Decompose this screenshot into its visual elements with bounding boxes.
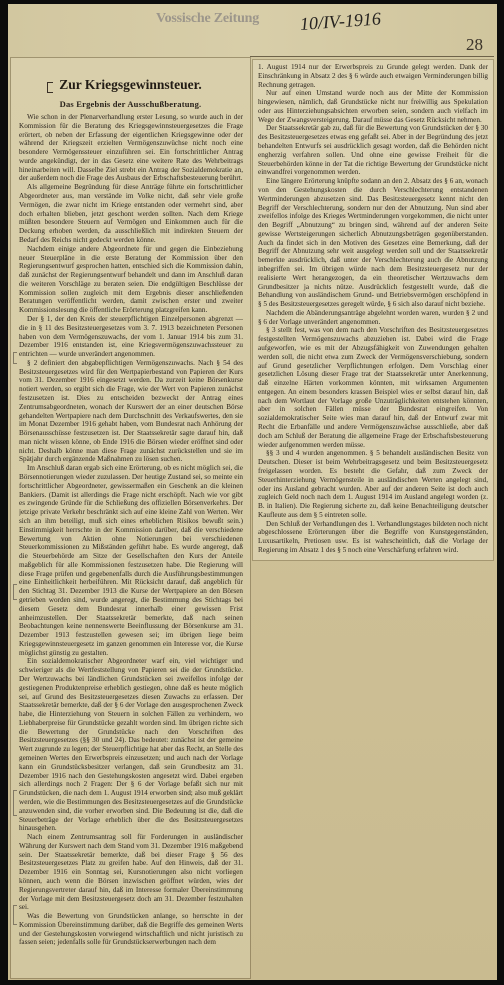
article-paragraph: 1. August 1914 nur der Erwerbspreis zu Grunde gelegt werden. Dank der Einschränkung in Absatz 2 des § 6 würde auch etwaigen Verminderungen billig Rechnung getragen. xyxy=(258,63,488,89)
article-paragraph: Was die Bewertung von Grundstücken anlange, so herrschte in der Kommission Übereinstimmung darüber, daß die Begriffe des gemeinen Werts und der Gestehungskosten vorwiegend wirtschaftlich und nicht juristisch zu fassen seien; jedenfalls solle für Grundstückserwerbungen nach dem xyxy=(19,912,243,947)
newspaper-masthead: Vossische Zeitung xyxy=(156,11,260,26)
pencil-margin-mark xyxy=(13,905,17,925)
article-paragraph: Nur auf einen Umstand wurde noch aus der Mitte der Kommission hingewiesen, nämlich, daß Grundstücke nicht nur freiwillig aus Spekulation oder aus Hinterziehungsabsichten erworben seien, sondern auch vielfach im Wege der Zwangsversteigerung. Darauf müsse das Gesetz Rücksicht nehmen. xyxy=(258,89,488,124)
article-paragraph: Nachdem einige andere Abgeordnete für und gegen die Einbeziehung neuer Steuerpläne in die erste Beratung der Kommission über den Regierungsentwurf gesprochen hatten, entschied sich die Kommission dahin, daß zunächst der Regierungsentwurf behandelt und dann im Anschluß daran die weiteren Vorschläge zu beraten seien. Die endgültigen Beschlüsse der Kommission sollen zugleich mit dem Ergebnis dieser anschließenden Beratungen veröffentlicht werden, damit zwischen erster und zweiter Kommissionslesung die öffentliche Erörterung platzgreifen kann. xyxy=(19,244,243,315)
article-paragraph: Der § 1, der den Kreis der steuerpflichtigen Einzelpersonen abgrenzt — die in § 11 des Besitzsteuergesetzes vom 3. 7. 1913 bezeichneten Personen haben von dem Vermögenszuwachs, der vom 1. Januar 1914 bis zum 31. Dezember 1916 entstanden ist, eine Kriegsvermögenszuwachssteuer zu entrichten — wurde unverändert angenommen. xyxy=(19,314,243,359)
handwritten-date: 10/IV-1916 xyxy=(299,8,382,34)
article-paragraph: § 2 definiert den abgabepflichtigen Vermögenszuwachs. Nach § 54 des Besitzsteuergesetzes wird für den Wertpapierbestand von Papieren der Kurs vom 31. Dezember 1916 eingesetzt werden. Da zurzeit keine Börsenkurse notiert werden, so ergibt sich die Frage, wie der Wert von Papieren zunächst festzusetzen ist. Dies zu entscheiden bezweckt der Antrag eines Zentrumsabgeordneten, wonach der Kurswert der an einer deutschen Börse gehandelten Wertpapiere nach dem Durchschnitt des Verkaufswertes, den sie im Monat Dezember 1916 gehabt haben, vom Bundesrat nach Anhörung der Börsenausschüsse festzusetzen ist. Der Staatssekretär sagte darauf hin, daß man nicht wissen könne, ob Ende 1916 die Börsen wieder eröffnet sind oder nicht. Deshalb könne man diese Frage zunächst zurückstellen und sie im Spätjahr durch ergänzende Maßnahmen zu lösen suchen. xyxy=(19,358,243,464)
header-rule xyxy=(250,56,494,57)
left-column-text xyxy=(19,113,243,973)
article-headline: Zur Kriegsgewinnsteuer. xyxy=(59,77,202,92)
article-paragraph: Den Schluß der Verhandlungen des 1. Verhandlungstages bildeten noch nicht abgeschlossene Erörterungen über die Begriffe von Kunstgegenständen, Luxusartikeln, Pretiosen usw. Es ist wahrscheinlich, daß die Vorlage der Regierung im Absatz 1 des § 5 noch eine Verschärfung erfahren wird. xyxy=(258,519,488,554)
clipping-header xyxy=(8,4,497,57)
article-paragraph: Der Staatssekretär gab zu, daß für die Bewertung von Grundstücken der § 30 des Besitzsteuergesetzes etwas eng gefaßt sei. Aber in der Begründung des jetzt behandelten Entwurfs sei ausdrücklich gesagt worden, daß die Behörden nicht engherzig verfahren sollen. Und ohne eine gewisse Freiheit für die Steuerbehörden könne in der Tat die richtige Bewertung der Grundstücke nicht einwandfrei vorgenommen werden. xyxy=(258,124,488,177)
article-paragraph: § 3 stellt fest, was von dem nach den Vorschriften des Besitzsteuergesetzes festgestellten Vermögenszuwachs abzuziehen ist. Dabei wird die Frage aufgeworfen, wie es mit der Abzugsfähigkeit von Zuwendungen gehalten werden soll, die nicht etwa zum Zweck der Vermögensverschiebung, sondern auf Grund gesetzlicher Verpflichtungen erfolgen. Dem Vorschlag einer gesetzlichen Lösung dieser Frage trat der Staatssekretär unter Anerkennung, daß einzelne Härten vorkommen könnten, mit wirksamen Argumenten entgegen. An einem besonders krassen Beispiel wies er selbst darauf hin, daß nach dem Wortlaut der Vorlage große Unzuträglichkeiten entstehen könnten, aber in solchen Fällen müsse der Bundesrat eingreifen. Von sozialdemokratischer Seite wies man darauf hin, daß der Entwurf zwar mit Recht die Erbanfälle und andere Vermögenszuwächse ausschließe, aber daß doch am Schluß der Beratung die allgemeine Frage der Erbschaftsbesteuerung wieder aufgenommen werden müsse. xyxy=(258,326,488,449)
page-number: 28 xyxy=(466,35,483,54)
article-paragraph: Nachdem die Abänderungsanträge abgelehnt worden waren, wurden § 2 und § 6 der Vorlage unverändert angenommen. xyxy=(258,308,488,326)
pencil-margin-mark xyxy=(13,790,17,816)
article-paragraph: §§ 3 und 4 wurden angenommen. § 5 behandelt ausländischen Besitz von Deutschen. Dieser ist beim Wehrbeitragsgesetz und beim Besitzsteuergesetz freigelassen worden. Es besteht die Gefahr, daß zum Zweck der Steuerhinterziehung Vermögensteile in ausländischen Werten angelegt sind, oder ins Ausland gebracht wurden. Aber auf der anderen Seite ist doch auch zugleich Geld noch nach dem 1. August 1914 im Ausland angelegt worden (z. B. in Italien). Die Regierung sicherte zu, daß keine Benachteiligung deutscher Kaufleute aus dem § 5 eintreten solle. xyxy=(258,449,488,519)
pencil-margin-mark xyxy=(13,352,17,364)
pencil-margin-mark xyxy=(13,584,17,600)
left-column-clipping xyxy=(11,58,250,978)
article-paragraph: Eine längere Erörterung knüpfte sodann an den 2. Absatz des § 6 an, wonach von den Gestehungskosten die durch Verschlechterung entstandenen Wertminderungen abzusetzen sind. Das Besitzsteuergesetz kennt nicht den Begriff der Verschlechterung, sondern nur den der Abnutzung. Nun sind aber zweifellos infolge des Krieges Wertminderungen vorgekommen, die nicht unter den Begriff „Abnutzung“ zu bringen sind, während auf der anderen Seite gewisse Wertsteigerungen sicherlich Abnutzungsbeträgen gegenüberstanden. Auch da findet sich in den Motiven des Gesetzes eine Bemerkung, daß der Begriff der Abnutzung sehr weit ausgelegt werden soll und der Staatssekretär bemerkte ausdrücklich, daß unter der Verschlechterung auch die Abnutzung inbegriffen sei. Im übrigen würde nach dem Besitzsteuergesetz nur der realisierte Wert herangezogen, da ein theoretischer Wertzuwachs dem Grundbesitzer ja nichts nütze. Ausdrücklich festgestellt wurde, daß die Behandlung von ausländischem Grund- und Betriebsvermögen erschöpfend in § 5 des Besitzsteuergesetzes geregelt würde, § 6 sich also darauf nicht beziehe. xyxy=(258,177,488,309)
article-paragraph: Ein sozialdemokratischer Abgeordneter warf ein, viel wichtiger und schwieriger als die Wertfeststellung von Papieren sei die der Grundstücke. Der Wertzuwachs bei ländlichen Grundstücken sei zweifellos infolge der gestiegenen Produktenpreise erheblich gestiegen, ohne daß es heute möglich sei, auf Grund des Besitzsteuergesetzes diesen Zuwachs zu erfassen. Der Staatssekretär bemerkte, daß der § 6 der Vorlage den ausgesprochenen Zweck habe, die Hinterziehung von Steuern in solchen Fällen zu verhindern, wo Liebhaberpreise für Grundstücke gezahlt worden sind. Im übrigen richte sich die Bewertung der Grundstücke nach den Vorschriften des Besitzsteuergesetzes (§§ 30 und 24). Das bedeutet: zunächst ist der gemeine Wert zugrunde zu legen; der Steuerpflichtige hat aber das Recht, an Stelle des gemeinen Wertes den Erwerbspreis einzusetzen; und auch nach der Vorlage kann ein Grundstücksbesitzer verlangen, daß sein Grundbesitz am 31. Dezember 1916 nach den Gestehungskosten angesetzt wird. Dabei ergeben sich allerdings noch 2 Fragen: Der § 6 der Vorlage befaßt sich nur mit Grundstücken, die nach dem 1. August 1914 erworben sind; also muß geklärt werden, wie die Bestimmungen des Besitzsteuergesetzes auf die Grundstücke anzuwenden sind, die vorher erworben sind. Die Bedeutung ist die, daß die Steuerbeträge der Vorlage erheblich über die des Besitzsteuergesetzes hinausgehen. xyxy=(19,657,243,833)
right-column-clipping xyxy=(253,60,493,560)
article-paragraph: Im Anschluß daran ergab sich eine Erörterung, ob es nicht möglich sei, die Börsennotierungen wieder zuzulassen. Der heutige Zustand sei, so meinte ein fortschrittlicher Abgeordneter, gewissermaßen ein Geschenk an die kleinen Bankiers. (Damit ist allerdings die Frage nicht erschöpft. Nach wie vor gibt es zwingende Gründe für die Schließung des offiziellen Börsenverkehrs. Der jetzige private Verkehr beschränkt sich auf eine kleine Zahl von Werten. Wer sich an ihm beteiligt, muß sich eines erheblichen Risikos bewußt sein.) Einstimmigkeit herrschte in der Kommission darüber, daß die verschiedene Bewertung von Aktien ohne Notierungen bei verschiedenen Steuerkommissionen zu Mißständen geführt habe. Es wurde angeregt, daß die Steuerbehörde am Sitze der Gesellschaften den Kurs der Anteile maßgeblich für alle Kommissionen festzusetzen habe. Die Regierung will diese Frage prüfen und gegebenenfalls durch die Ausführungsbestimmungen eine Einheitlichkeit herbeiführen. Mit Rücksicht darauf, daß angeblich für den Stichtag 31. Dezember 1913 die Kurse der Wertpapiere an den Börsen getrieben worden sind, wurde angeregt, die Bestimmung des Stichtags bei diesem Gesetz dem Bundesrat innerhalb einer gewissen Frist anheimzustellen. Der Staatssekretär bemerkte, daß nach seinen Beobachtungen keine nennenswerte Beeinflussung der Börsenkurse am 31. Dezember 1913 festzustellen gewesen sei; im übrigen liege beim Kriegsgewinnsteuergesetz im ganzen genommen ein Interesse vor, die Kurse möglichst günstig zu gestalten. xyxy=(19,464,243,657)
right-column-text xyxy=(258,63,488,557)
article-paragraph: Wie schon in der Plenarverhandlung erster Lesung, so wurde auch in der Kommission für die Beratung des Kriegsgewinnsteuergesetzes die Frage erörtert, ob neben der Erfassung der eigentlichen Kriegsgewinne oder der während der Kriegszeit erzielten Vermögenszuwüchse nicht noch eine besondere Vermögenssteuer einzuführen sei. Ein fortschrittlicher Antrag wurde angekündigt, der in das Gesetz eine weitere Rate des Wehrbeitrags hineinarbeiten will. Dasselbe Ziel strebt ein Antrag der Sozialdemokratie an, der außerdem noch die Frage des Ausbaus der Erbschaftsbesteuerung berührt. xyxy=(19,113,243,183)
article-paragraph: Nach einem Zentrumsantrag soll für Forderungen in ausländischer Währung der Kurswert nach dem Stand vom 31. Dezember 1916 maßgebend sein. Der Staatssekretär bemerkte, daß bei dieser Frage § 56 des Besitzsteuergesetzes Platz zu greifen habe. Auf den Hinweis, daß der 31. Dezember 1916 ein Sonntag sei, Kursnotierungen also nicht vorliegen können, auch wenn die Börsen inzwischen geöffnet würden, wies der Regierungsvertreter darauf hin, daß im Interesse formaler Übereinstimmung der Vorlage mit dem Besitzsteuergesetz doch am 31. Dezember festzuhalten sei. xyxy=(19,833,243,912)
article-subheadline: Das Ergebnis der Ausschußberatung. xyxy=(59,99,202,109)
article-paragraph: Als allgemeine Begründung für diese Anträge führte ein fortschrittlicher Abgeordneter aus, man verstände im Volke nicht, daß sehr viele große Vermögen, die zwar nicht im Kriege entstanden oder vermehrt sind, aber doch erhalten blieben, jetzt geschont werden sollten. Nach dem Kriege müßten besondere Steuern auf Vermögen und Einkommen auch für die Deckung erhoben werden, da ausschließlich mit indirekten Steuern der Bedarf des Reichs nicht gedeckt werden könne. xyxy=(19,183,243,244)
